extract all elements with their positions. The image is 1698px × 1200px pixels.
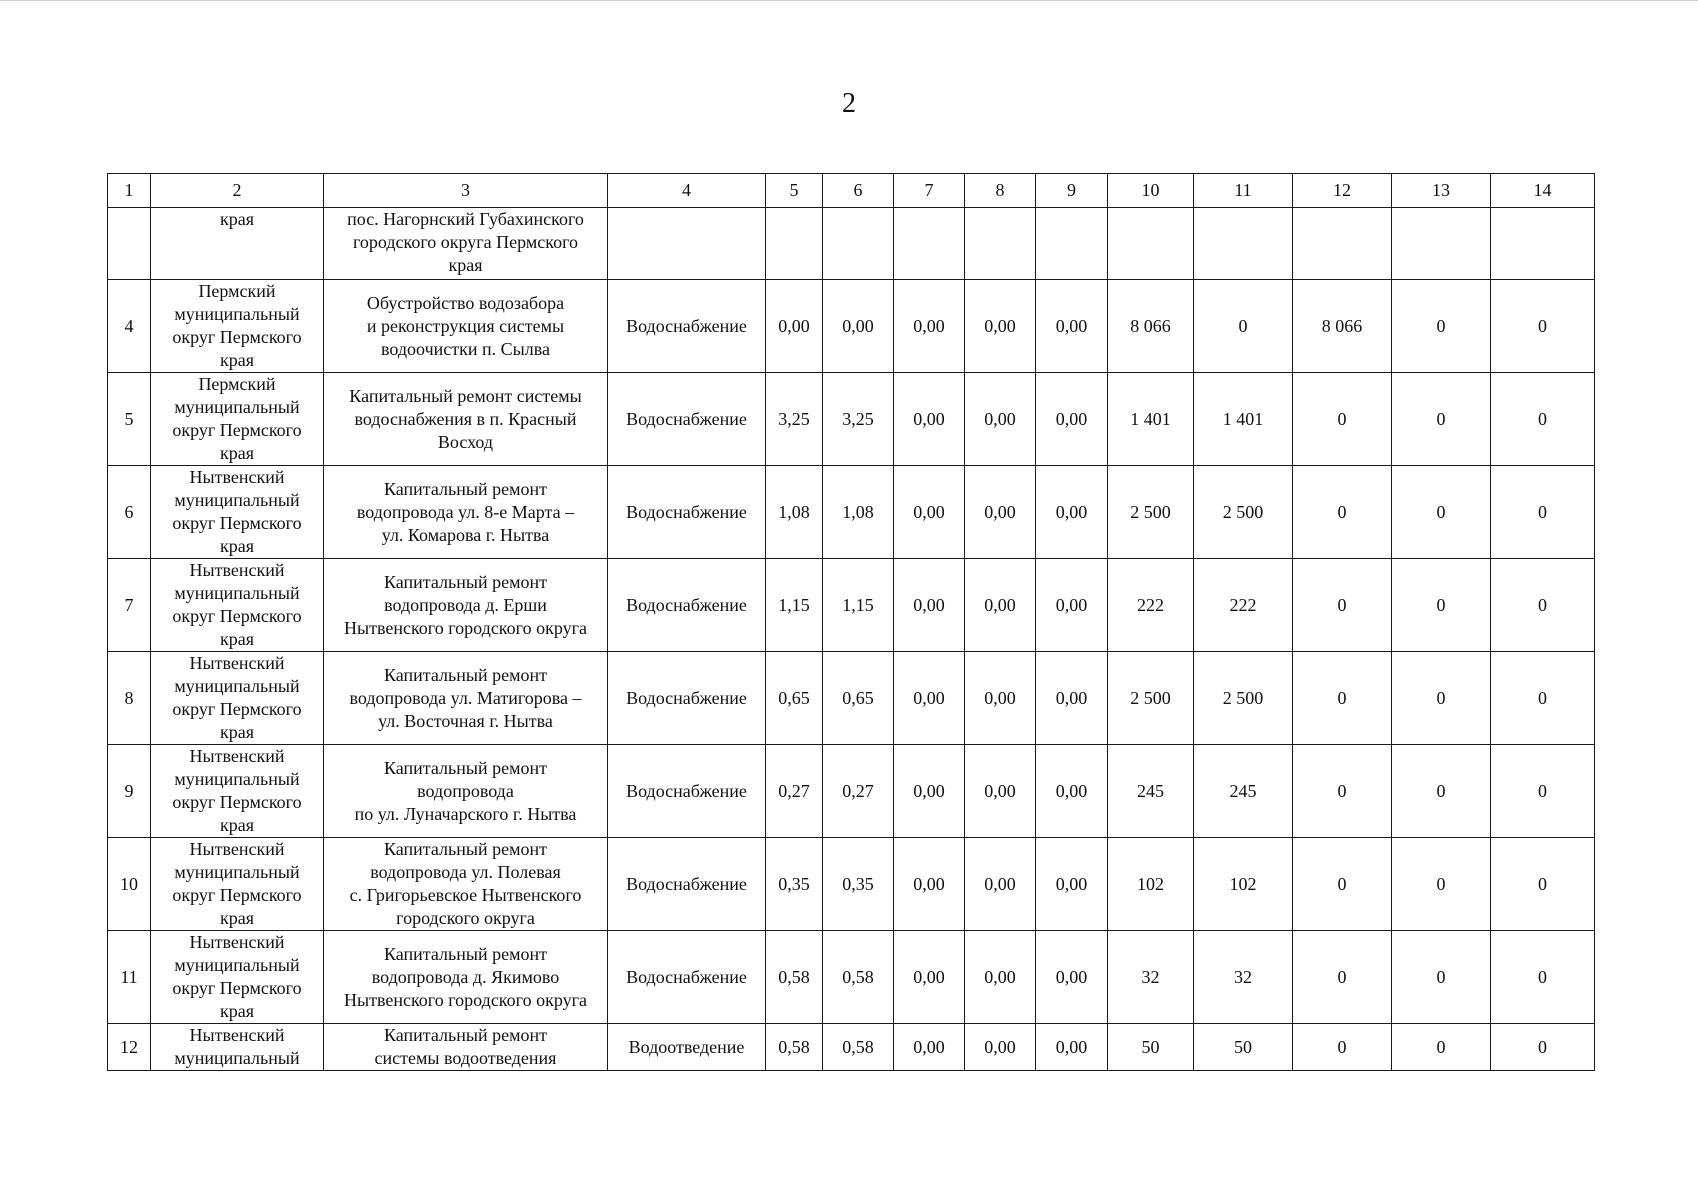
value-cell-col-8: 0,00 <box>965 838 1036 931</box>
value-cell-col-12: 0 <box>1293 559 1392 652</box>
value-cell-col-5: 1,08 <box>766 466 823 559</box>
object-name-line: водопровода <box>417 780 514 801</box>
object-name-cell <box>324 373 608 466</box>
value-cell-col-13: 0 <box>1392 652 1491 745</box>
municipality-line: края <box>219 350 254 370</box>
value-cell-col-14 <box>1491 208 1595 280</box>
municipality-cell <box>151 208 324 280</box>
table-row <box>108 931 1595 1024</box>
row-number-cell: 4 <box>108 280 151 373</box>
value-cell-col-12: 0 <box>1293 652 1392 745</box>
header-cell-3: 3 <box>324 174 608 208</box>
object-name-cell <box>324 280 608 373</box>
municipality-line: Нытвенский <box>189 560 285 580</box>
service-type-cell: Водоснабжение <box>608 373 766 466</box>
municipality-line: Пермский <box>198 281 276 301</box>
object-name-cell <box>324 208 608 280</box>
object-name-cell <box>324 1024 608 1071</box>
value-cell-col-7: 0,00 <box>894 931 965 1024</box>
object-name-line: ул. Комарова г. Нытва <box>381 524 550 545</box>
object-name-line: Восход <box>437 431 494 452</box>
value-cell-col-8: 0,00 <box>965 931 1036 1024</box>
value-cell-col-14: 0 <box>1491 745 1595 838</box>
municipality-line: муниципальный <box>174 490 300 510</box>
municipality-line: округ Пермского <box>172 513 302 533</box>
table-row <box>108 745 1595 838</box>
municipality-line: Пермский <box>198 374 276 394</box>
municipality-cell <box>151 466 324 559</box>
service-type-cell: Водоснабжение <box>608 559 766 652</box>
object-name-line: Капитальный ремонт <box>384 839 547 859</box>
value-cell-col-12: 8 066 <box>1293 280 1392 373</box>
value-cell-col-9: 0,00 <box>1036 559 1108 652</box>
value-cell-col-8: 0,00 <box>965 373 1036 466</box>
value-cell-col-8: 0,00 <box>965 559 1036 652</box>
object-name-line: Нытвенского городского округа <box>344 617 587 638</box>
value-cell-col-12: 0 <box>1293 745 1392 838</box>
municipality-line: муниципальный <box>174 862 300 882</box>
value-cell-col-14: 0 <box>1491 373 1595 466</box>
table-row <box>108 373 1595 466</box>
value-cell-col-11: 245 <box>1194 745 1293 838</box>
service-type-cell <box>608 208 766 280</box>
object-name-line: водопровода ул. Полевая <box>370 862 561 882</box>
object-name-cell <box>324 652 608 745</box>
object-name-line: водопровода ул. Матигорова – <box>349 687 582 708</box>
object-name-line: городского округа Пермского <box>352 232 579 252</box>
table-row <box>108 838 1595 931</box>
municipality-line: округ Пермского <box>172 606 302 626</box>
header-cell-13: 13 <box>1392 174 1491 208</box>
object-name-cell <box>324 931 608 1024</box>
table-row <box>108 652 1595 745</box>
value-cell-col-9: 0,00 <box>1036 1024 1108 1071</box>
value-cell-col-5: 0,65 <box>766 652 823 745</box>
object-name-line: и реконструкция системы <box>366 315 565 336</box>
municipality-line: края <box>219 629 254 649</box>
value-cell-col-9: 0,00 <box>1036 745 1108 838</box>
value-cell-col-11 <box>1194 208 1293 280</box>
municipality-line: муниципальный <box>174 397 300 417</box>
page-top-edge <box>0 0 1698 1</box>
municipality-line: муниципальный <box>174 583 300 603</box>
object-name-line: Обустройство водозабора <box>366 292 565 313</box>
value-cell-col-13: 0 <box>1392 745 1491 838</box>
value-cell-col-5: 0,00 <box>766 280 823 373</box>
municipality-line: края <box>219 722 254 742</box>
value-cell-col-6: 1,15 <box>823 559 894 652</box>
value-cell-col-9: 0,00 <box>1036 838 1108 931</box>
object-name-line: водоснабжения в п. Красный <box>354 408 577 429</box>
header-cell-9: 9 <box>1036 174 1108 208</box>
value-cell-col-6: 0,65 <box>823 652 894 745</box>
object-name-line: системы водоотведения <box>374 1048 557 1068</box>
value-cell-col-9: 0,00 <box>1036 466 1108 559</box>
object-name-line: городского округа <box>396 908 535 928</box>
municipality-cell <box>151 652 324 745</box>
value-cell-col-7: 0,00 <box>894 559 965 652</box>
value-cell-col-8: 0,00 <box>965 652 1036 745</box>
object-name-line: Капитальный ремонт системы <box>349 385 582 406</box>
value-cell-col-8: 0,00 <box>965 466 1036 559</box>
municipality-line: Нытвенский <box>189 932 285 952</box>
municipality-line: Нытвенский <box>189 1025 285 1045</box>
value-cell-col-5: 3,25 <box>766 373 823 466</box>
object-name-line: водопровода д. Ерши <box>384 594 547 615</box>
value-cell-col-11: 222 <box>1194 559 1293 652</box>
value-cell-col-10: 102 <box>1108 838 1194 931</box>
object-name-line: Капитальный ремонт <box>384 1025 547 1045</box>
municipality-line: края <box>219 908 254 928</box>
municipality-line: округ Пермского <box>172 885 302 905</box>
value-cell-col-13: 0 <box>1392 931 1491 1024</box>
header-cell-1: 1 <box>108 174 151 208</box>
table-row <box>108 466 1595 559</box>
value-cell-col-12: 0 <box>1293 466 1392 559</box>
value-cell-col-12: 0 <box>1293 931 1392 1024</box>
row-number-cell: 7 <box>108 559 151 652</box>
value-cell-col-6: 0,27 <box>823 745 894 838</box>
service-type-cell: Водоснабжение <box>608 280 766 373</box>
value-cell-col-13 <box>1392 208 1491 280</box>
value-cell-col-13: 0 <box>1392 373 1491 466</box>
municipality-line: Нытвенский <box>189 467 285 487</box>
value-cell-col-8: 0,00 <box>965 280 1036 373</box>
header-cell-2: 2 <box>151 174 324 208</box>
row-number-cell <box>108 208 151 280</box>
value-cell-col-8 <box>965 208 1036 280</box>
municipality-line: округ Пермского <box>172 420 302 440</box>
service-type-cell: Водоснабжение <box>608 466 766 559</box>
value-cell-col-12: 0 <box>1293 373 1392 466</box>
municipality-line: округ Пермского <box>172 699 302 719</box>
value-cell-col-6: 1,08 <box>823 466 894 559</box>
municipality-line: муниципальный <box>174 676 300 696</box>
row-number-cell: 8 <box>108 652 151 745</box>
value-cell-col-14: 0 <box>1491 280 1595 373</box>
object-name-line: водоочистки п. Сылва <box>381 338 550 359</box>
row-number-cell: 6 <box>108 466 151 559</box>
value-cell-col-5: 0,58 <box>766 1024 823 1071</box>
value-cell-col-6: 0,58 <box>823 931 894 1024</box>
value-cell-col-6: 0,35 <box>823 838 894 931</box>
value-cell-col-10: 245 <box>1108 745 1194 838</box>
municipality-line: края <box>219 443 254 463</box>
object-name-line: Капитальный ремонт <box>384 664 547 685</box>
value-cell-col-11: 2 500 <box>1194 652 1293 745</box>
header-cell-5: 5 <box>766 174 823 208</box>
value-cell-col-13: 0 <box>1392 838 1491 931</box>
row-number-cell: 5 <box>108 373 151 466</box>
header-row <box>108 174 1595 208</box>
header-cell-10: 10 <box>1108 174 1194 208</box>
value-cell-col-9: 0,00 <box>1036 373 1108 466</box>
municipality-cell <box>151 280 324 373</box>
page-number: 2 <box>842 88 856 119</box>
municipality-line: Нытвенский <box>189 746 285 766</box>
header-cell-12: 12 <box>1293 174 1392 208</box>
object-name-line: Капитальный ремонт <box>384 571 547 592</box>
table-body <box>108 208 1595 1071</box>
value-cell-col-13: 0 <box>1392 559 1491 652</box>
value-cell-col-9: 0,00 <box>1036 931 1108 1024</box>
value-cell-col-14: 0 <box>1491 931 1595 1024</box>
object-name-line: ул. Восточная г. Нытва <box>378 710 553 731</box>
row-number-cell: 9 <box>108 745 151 838</box>
value-cell-col-11: 102 <box>1194 838 1293 931</box>
row-number-cell: 10 <box>108 838 151 931</box>
municipality-line: края <box>219 815 254 835</box>
value-cell-col-9: 0,00 <box>1036 652 1108 745</box>
header-cell-6: 6 <box>823 174 894 208</box>
row-number-cell: 12 <box>108 1024 151 1071</box>
object-name-cell <box>324 466 608 559</box>
value-cell-col-14: 0 <box>1491 838 1595 931</box>
municipality-cell <box>151 745 324 838</box>
value-cell-col-10 <box>1108 208 1194 280</box>
municipality-line: муниципальный <box>174 955 300 975</box>
municipality-line: края <box>219 536 254 556</box>
value-cell-col-12: 0 <box>1293 838 1392 931</box>
value-cell-col-11: 2 500 <box>1194 466 1293 559</box>
municipality-line: округ Пермского <box>172 978 302 998</box>
municipality-line: муниципальный <box>174 304 300 324</box>
municipality-cell <box>151 559 324 652</box>
value-cell-col-5 <box>766 208 823 280</box>
value-cell-col-8: 0,00 <box>965 745 1036 838</box>
municipality-cell <box>151 838 324 931</box>
value-cell-col-14: 0 <box>1491 466 1595 559</box>
value-cell-col-5: 1,15 <box>766 559 823 652</box>
object-name-line: водопровода д. Якимово <box>371 966 560 987</box>
value-cell-col-7: 0,00 <box>894 280 965 373</box>
service-type-cell: Водоснабжение <box>608 838 766 931</box>
header-cell-8: 8 <box>965 174 1036 208</box>
object-name-line: Нытвенского городского округа <box>344 989 587 1010</box>
value-cell-col-7: 0,00 <box>894 373 965 466</box>
object-name-line: Капитальный ремонт <box>384 943 547 964</box>
municipality-line: края <box>219 209 254 229</box>
object-name-cell <box>324 745 608 838</box>
value-cell-col-7: 0,00 <box>894 1024 965 1071</box>
municipality-cell <box>151 1024 324 1071</box>
value-cell-col-6 <box>823 208 894 280</box>
value-cell-col-14: 0 <box>1491 652 1595 745</box>
municipality-cell <box>151 931 324 1024</box>
value-cell-col-6: 3,25 <box>823 373 894 466</box>
table-row <box>108 1024 1595 1071</box>
object-name-cell <box>324 838 608 931</box>
object-name-line: пос. Нагорнский Губахинского <box>347 209 584 229</box>
value-cell-col-6: 0,58 <box>823 1024 894 1071</box>
value-cell-col-11: 1 401 <box>1194 373 1293 466</box>
object-name-line: Капитальный ремонт <box>384 757 547 778</box>
investment-program-table <box>107 173 1595 1071</box>
table-row <box>108 559 1595 652</box>
object-name-line: с. Григорьевское Нытвенского <box>349 885 582 905</box>
municipality-line: муниципальный <box>174 769 300 789</box>
value-cell-col-7 <box>894 208 965 280</box>
value-cell-col-11: 32 <box>1194 931 1293 1024</box>
header-cell-11: 11 <box>1194 174 1293 208</box>
value-cell-col-6: 0,00 <box>823 280 894 373</box>
value-cell-col-5: 0,27 <box>766 745 823 838</box>
object-name-line: по ул. Луначарского г. Нытва <box>354 803 577 824</box>
value-cell-col-13: 0 <box>1392 280 1491 373</box>
object-name-line: водопровода ул. 8-е Марта – <box>356 501 575 522</box>
value-cell-col-10: 50 <box>1108 1024 1194 1071</box>
header-cell-7: 7 <box>894 174 965 208</box>
value-cell-col-11: 0 <box>1194 280 1293 373</box>
value-cell-col-12 <box>1293 208 1392 280</box>
object-name-line: Капитальный ремонт <box>384 478 547 499</box>
municipality-line: Нытвенский <box>189 653 285 673</box>
municipality-line: округ Пермского <box>172 792 302 812</box>
header-cell-14: 14 <box>1491 174 1595 208</box>
service-type-cell: Водоснабжение <box>608 931 766 1024</box>
municipality-line: края <box>219 1001 254 1021</box>
value-cell-col-8: 0,00 <box>965 1024 1036 1071</box>
service-type-cell: Водоотведение <box>608 1024 766 1071</box>
table-row <box>108 280 1595 373</box>
value-cell-col-11: 50 <box>1194 1024 1293 1071</box>
row-number-cell: 11 <box>108 931 151 1024</box>
value-cell-col-9: 0,00 <box>1036 280 1108 373</box>
value-cell-col-7: 0,00 <box>894 652 965 745</box>
municipality-line: муниципальный <box>174 1048 300 1068</box>
service-type-cell: Водоснабжение <box>608 745 766 838</box>
value-cell-col-14: 0 <box>1491 1024 1595 1071</box>
municipality-line: округ Пермского <box>172 327 302 347</box>
value-cell-col-5: 0,35 <box>766 838 823 931</box>
table-row <box>108 208 1595 280</box>
value-cell-col-13: 0 <box>1392 1024 1491 1071</box>
value-cell-col-10: 32 <box>1108 931 1194 1024</box>
service-type-cell: Водоснабжение <box>608 652 766 745</box>
municipality-cell <box>151 373 324 466</box>
object-name-line: края <box>448 255 483 275</box>
value-cell-col-14: 0 <box>1491 559 1595 652</box>
value-cell-col-7: 0,00 <box>894 466 965 559</box>
value-cell-col-10: 1 401 <box>1108 373 1194 466</box>
value-cell-col-5: 0,58 <box>766 931 823 1024</box>
object-name-cell <box>324 559 608 652</box>
value-cell-col-7: 0,00 <box>894 838 965 931</box>
value-cell-col-7: 0,00 <box>894 745 965 838</box>
table-header <box>108 174 1595 208</box>
value-cell-col-13: 0 <box>1392 466 1491 559</box>
value-cell-col-10: 222 <box>1108 559 1194 652</box>
municipality-line: Нытвенский <box>189 839 285 859</box>
value-cell-col-10: 8 066 <box>1108 280 1194 373</box>
value-cell-col-10: 2 500 <box>1108 652 1194 745</box>
value-cell-col-12: 0 <box>1293 1024 1392 1071</box>
value-cell-col-9 <box>1036 208 1108 280</box>
header-cell-4: 4 <box>608 174 766 208</box>
value-cell-col-10: 2 500 <box>1108 466 1194 559</box>
